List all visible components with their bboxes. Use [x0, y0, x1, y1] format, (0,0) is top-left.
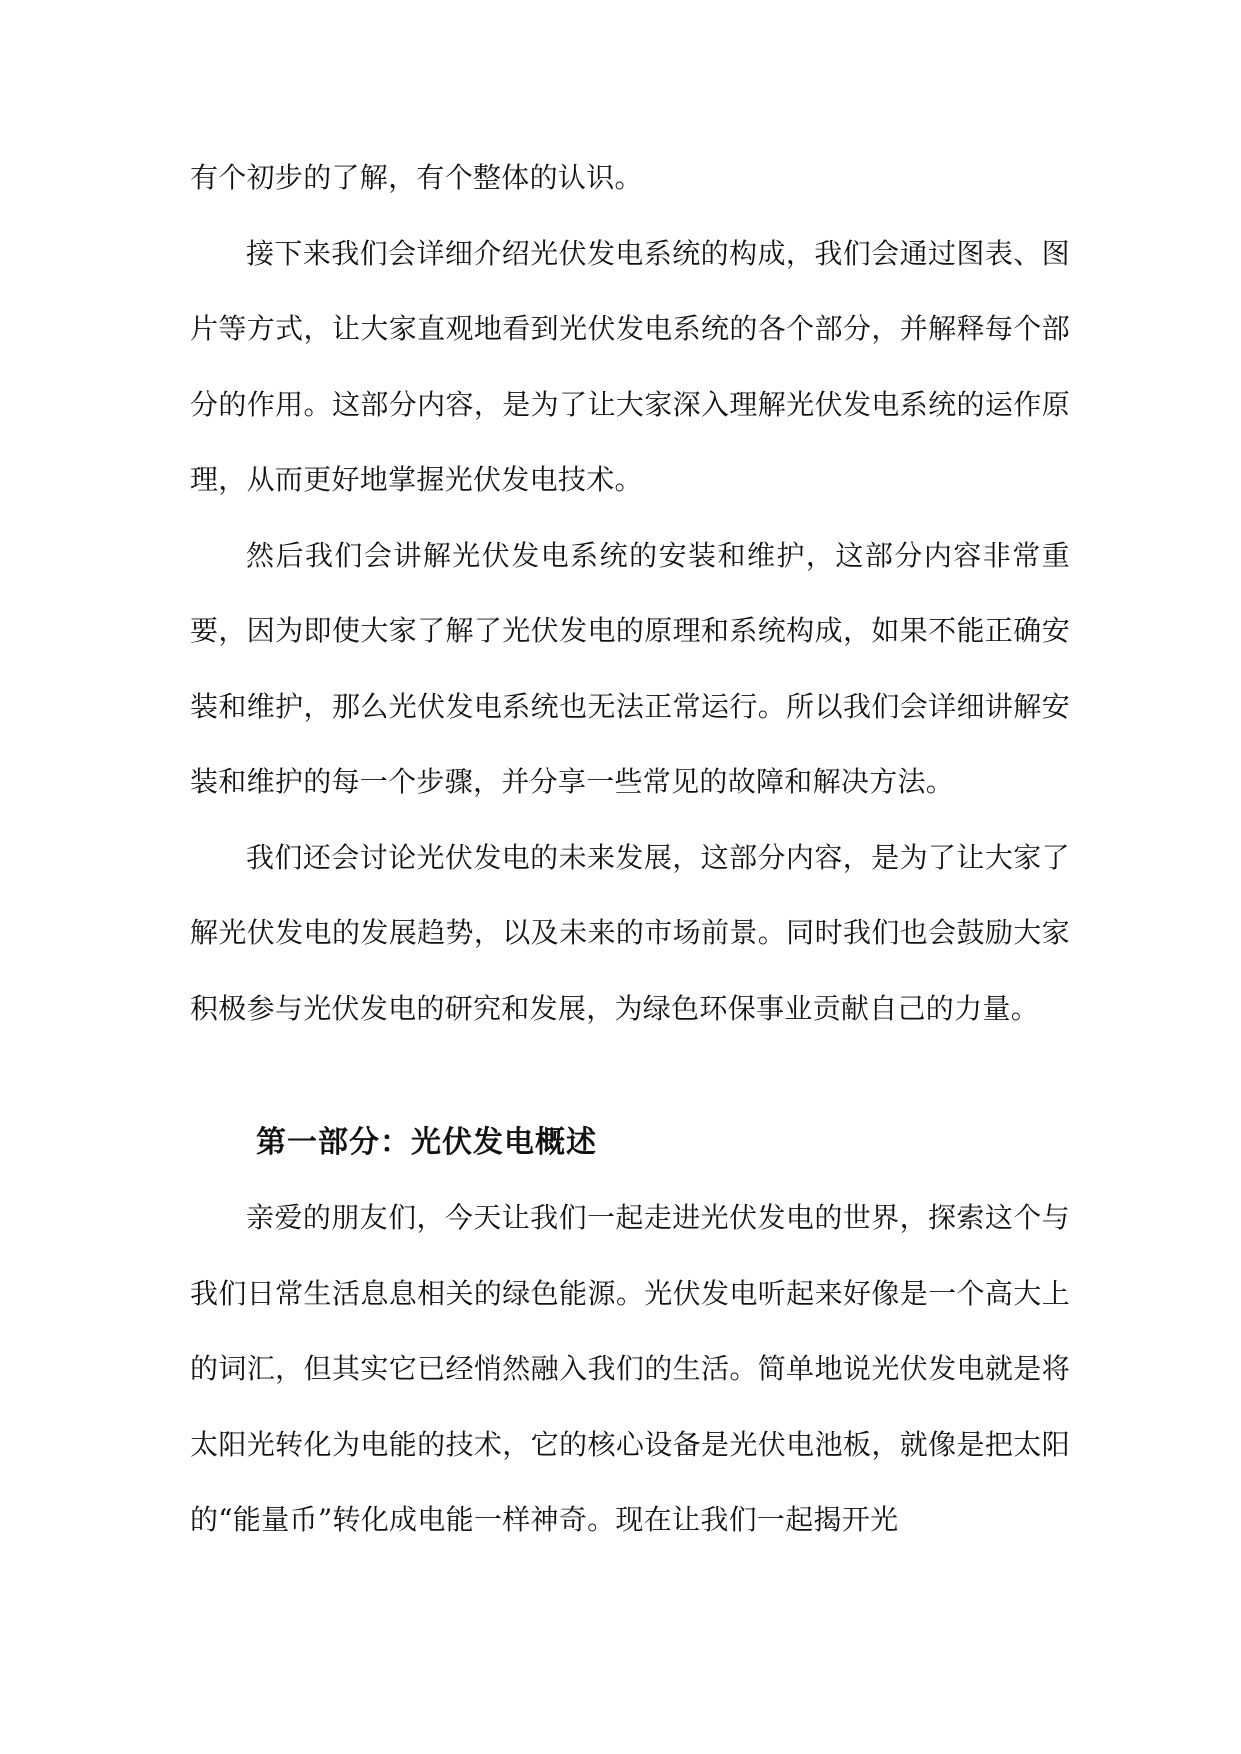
paragraph-future-development: 我们还会讨论光伏发电的未来发展，这部分内容，是为了让大家了解光伏发电的发展趋势，以及未来的市场前景。同时我们也会鼓励大家积极参与光伏发电的研究和发展，为绿色环保事业贡献自己的力量。 [190, 840, 1070, 1025]
section-heading: 第一部分：光伏发电概述 [256, 1125, 597, 1160]
paragraph-intro-tail: 有个初步的了解，有个整体的认识。 [190, 161, 643, 194]
paragraph-installation-maintenance: 然后我们会讲解光伏发电系统的安装和维护，这部分内容非常重要，因为即使大家了解了光伏发电的原理和系统构成，如果不能正确安装和维护，那么光伏发电系统也无法正常运行。所以我们会详细讲解安装和维护的每一个步骤，并分享一些常见的故障和解决方法。 [190, 538, 1070, 798]
paragraph-system-composition: 接下来我们会详细介绍光伏发电系统的构成，我们会通过图表、图片等方式，让大家直观地看到光伏发电系统的各个部分，并解释每个部分的作用。这部分内容，是为了让大家深入理解光伏发电系统的运作原理，从而更好地掌握光伏发电技术。 [190, 236, 1070, 496]
paragraph-overview-intro: 亲爱的朋友们，今天让我们一起走进光伏发电的世界，探索这个与我们日常生活息息相关的绿色能源。光伏发电听起来好像是一个高大上的词汇，但其实它已经悄然融入我们的生活。简单地说光伏发电就是将太阳光转化为电能的技术，它的核心设备是光伏电池板，就像是把太阳的“能量币”转化成电能一样神奇。现在让我们一起揭开光 [190, 1201, 1070, 1536]
document-page [190, 140, 1070, 1558]
